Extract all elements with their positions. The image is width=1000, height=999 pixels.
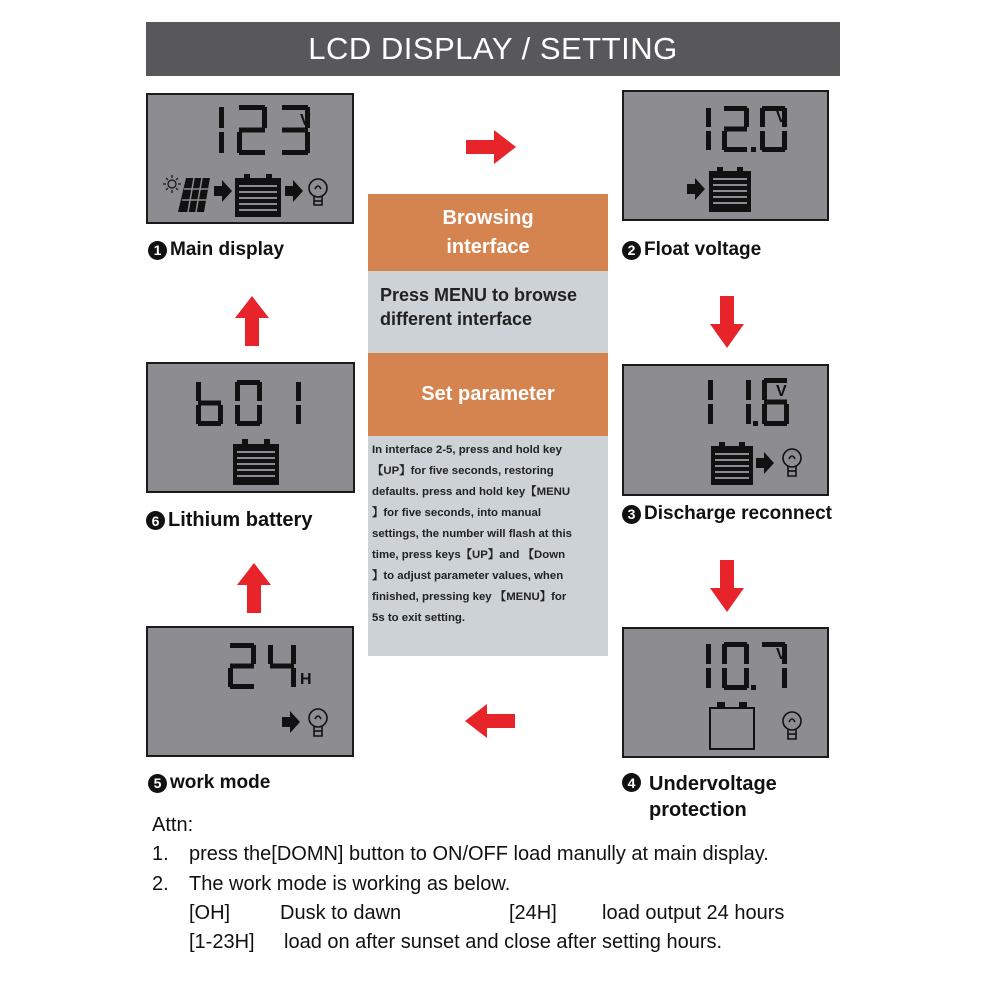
title-bar xyxy=(146,22,840,76)
lcd-segment xyxy=(764,400,787,405)
set-line: 】to adjust parameter values, when xyxy=(372,570,564,582)
unit-v: V xyxy=(776,383,787,400)
caption-label: Float voltage xyxy=(644,239,762,260)
lcd-segment xyxy=(230,664,254,669)
lcd-segment xyxy=(251,645,256,664)
lcd-lithium-battery xyxy=(146,362,355,493)
lcd-segment xyxy=(198,421,221,426)
lcd-undervoltage xyxy=(622,627,829,758)
caption-number: 2 xyxy=(622,241,641,260)
digits-lithium xyxy=(196,380,301,426)
lcd-segment xyxy=(198,401,221,406)
unit-v: V xyxy=(776,109,787,126)
lcd-decimal-point xyxy=(753,421,758,426)
lcd-segment xyxy=(762,404,767,424)
lcd-segment xyxy=(722,668,727,688)
solar-panel-icon xyxy=(178,178,210,212)
set-parameter-title: Set parameter xyxy=(421,383,555,405)
caption-number: 3 xyxy=(622,505,641,524)
mode-1-23h-desc: load on after sunset and close after setting hours. xyxy=(284,931,723,953)
battery-empty-icon xyxy=(710,703,754,749)
lcd-segment xyxy=(196,405,201,424)
caption-label: Main display xyxy=(170,239,285,260)
browsing-line1: Browsing xyxy=(442,206,534,229)
lcd-segment xyxy=(782,668,787,688)
set-line: finished, pressing key 【MENU】for xyxy=(372,591,567,603)
arrow-right-icon xyxy=(756,452,774,474)
lcd-segment xyxy=(239,150,265,155)
lcd-segment xyxy=(239,105,265,110)
set-line: time, press keys【UP】and 【Down xyxy=(372,549,566,561)
arrow-up-red-icon xyxy=(237,563,271,613)
lcd-segment xyxy=(708,380,713,400)
caption-number: 4 xyxy=(622,773,641,792)
lcd-segment xyxy=(257,405,262,424)
lcd-segment xyxy=(282,105,308,110)
lcd-segment xyxy=(218,405,223,424)
lcd-segment xyxy=(744,644,749,664)
lcd-segment xyxy=(744,668,749,688)
browsing-interface-header xyxy=(368,194,608,271)
lcd-segment xyxy=(724,147,747,152)
lcd-segment xyxy=(235,382,240,401)
lcd-segment xyxy=(706,668,711,688)
caption-label: Discharge reconnect xyxy=(644,503,832,524)
mode-24h: [24H] xyxy=(509,902,557,924)
browse-instructions xyxy=(368,271,608,353)
lcd-segment xyxy=(708,404,713,424)
attn-item1-number: 1. xyxy=(152,843,169,865)
arrow-down-red-icon xyxy=(710,560,744,612)
lcd-segment xyxy=(291,645,296,664)
digits-float xyxy=(706,106,787,152)
arrow-right-icon xyxy=(285,180,303,202)
lcd-segment xyxy=(291,668,296,687)
set-parameter-header xyxy=(368,353,608,436)
lcd-segment xyxy=(228,668,233,687)
lcd-segment xyxy=(724,642,747,647)
battery-icon xyxy=(235,174,281,217)
mode-oh-desc: Dusk to dawn xyxy=(280,902,402,924)
digits-work xyxy=(228,643,296,689)
lcd-main-display xyxy=(146,93,354,224)
lcd-segment xyxy=(762,147,785,152)
set-line: In interface 2-5, press and hold key xyxy=(372,444,562,456)
lcd-discharge-reconnect xyxy=(622,364,829,496)
caption-label: Lithium battery xyxy=(168,509,313,531)
battery-icon xyxy=(709,167,751,212)
battery-icon xyxy=(711,442,753,485)
lcd-segment xyxy=(760,108,765,127)
lcd-segment xyxy=(746,404,751,424)
arrow-right-icon xyxy=(282,711,300,733)
attn-label: Attn: xyxy=(152,814,194,836)
attn-item2: The work mode is working as below. xyxy=(189,873,511,895)
browse-line2: different interface xyxy=(380,309,533,329)
lcd-segment xyxy=(296,382,301,401)
unit-v: V xyxy=(776,646,787,663)
bulb-icon xyxy=(309,179,327,205)
set-line: 【UP】for five seconds, restoring xyxy=(372,465,554,477)
mode-24h-desc: load output 24 hours xyxy=(602,902,785,924)
caption-label-line2: protection xyxy=(649,799,747,821)
arrow-up-red-icon xyxy=(235,296,269,346)
lcd-segment xyxy=(706,108,711,127)
digits-undervoltage xyxy=(706,642,787,690)
lcd-segment xyxy=(764,421,787,426)
lcd-segment xyxy=(270,664,294,669)
caption-number: 1 xyxy=(148,241,167,260)
browsing-line2: interface xyxy=(446,235,530,258)
battery-icon xyxy=(233,439,279,485)
lcd-segment xyxy=(268,645,273,664)
caption-work-mode xyxy=(148,772,270,794)
lcd-decimal-point xyxy=(751,685,756,690)
bulb-icon xyxy=(783,449,801,476)
lcd-segment xyxy=(722,131,727,150)
lcd-segment xyxy=(724,106,747,111)
browse-line1: Press MENU to browse xyxy=(380,285,578,305)
caption-number: 5 xyxy=(148,774,167,793)
lcd-segment xyxy=(706,131,711,150)
lcd-segment xyxy=(746,380,751,400)
digits-main xyxy=(219,105,310,155)
lcd-segment xyxy=(262,107,267,128)
lcd-segment xyxy=(762,380,767,400)
bulb-icon xyxy=(783,712,801,739)
attn-item2-number: 2. xyxy=(152,873,169,895)
lcd-segment xyxy=(744,108,749,127)
lcd-segment xyxy=(219,132,224,153)
arrow-right-icon xyxy=(214,180,232,202)
lcd-segment xyxy=(305,132,310,153)
arrow-left-red-icon xyxy=(465,704,515,738)
page-title: LCD DISPLAY / SETTING xyxy=(308,31,678,66)
lcd-segment xyxy=(724,685,747,690)
attn-item1: press the[DOMN] button to ON/OFF load manully at main display. xyxy=(189,843,769,865)
unit-v: V xyxy=(300,112,311,129)
lcd-segment xyxy=(296,405,301,424)
arrow-right-red-icon xyxy=(466,130,516,164)
caption-float-voltage xyxy=(622,239,761,261)
lcd-segment xyxy=(230,643,254,648)
lcd-segment xyxy=(237,380,260,385)
lcd-segment xyxy=(784,404,789,424)
lcd-segment xyxy=(724,127,747,132)
lcd-segment xyxy=(237,132,242,153)
lcd-float-voltage xyxy=(622,90,829,221)
lcd-segment xyxy=(760,131,765,150)
sun-icon xyxy=(163,175,181,193)
caption-label: work mode xyxy=(170,772,271,793)
lcd-segment xyxy=(239,128,265,133)
lcd-segment xyxy=(722,644,727,664)
lcd-segment xyxy=(235,405,240,424)
lcd-segment xyxy=(230,684,254,689)
lcd-segment xyxy=(282,150,308,155)
set-line: 】for five seconds, into manual xyxy=(372,507,541,519)
set-line: defaults. press and hold key【MENU xyxy=(372,486,571,498)
caption-undervoltage xyxy=(622,771,777,823)
lcd-segment xyxy=(237,421,260,426)
lcd-segment xyxy=(782,131,787,150)
lcd-work-mode xyxy=(146,626,354,757)
caption-discharge-reconnect xyxy=(622,503,832,525)
lcd-segment xyxy=(257,382,262,401)
caption-number: 6 xyxy=(146,511,165,530)
caption-main-display xyxy=(148,239,284,261)
lcd-segment xyxy=(706,644,711,664)
caption-label-line1: Undervoltage xyxy=(649,773,777,795)
unit-h: H xyxy=(300,671,312,688)
mode-1-23h: [1-23H] xyxy=(189,931,255,953)
arrow-down-red-icon xyxy=(710,296,744,348)
mode-oh: [OH] xyxy=(189,902,231,924)
lcd-segment xyxy=(196,382,201,401)
set-line: settings, the number will flash at this xyxy=(372,528,572,540)
lcd-decimal-point xyxy=(751,147,756,152)
caption-lithium-battery xyxy=(146,509,312,532)
set-parameter-instructions xyxy=(368,436,608,656)
bulb-icon xyxy=(309,709,327,736)
lcd-segment xyxy=(219,107,224,128)
set-line: 5s to exit setting. xyxy=(372,612,466,624)
arrow-right-icon xyxy=(687,178,705,200)
